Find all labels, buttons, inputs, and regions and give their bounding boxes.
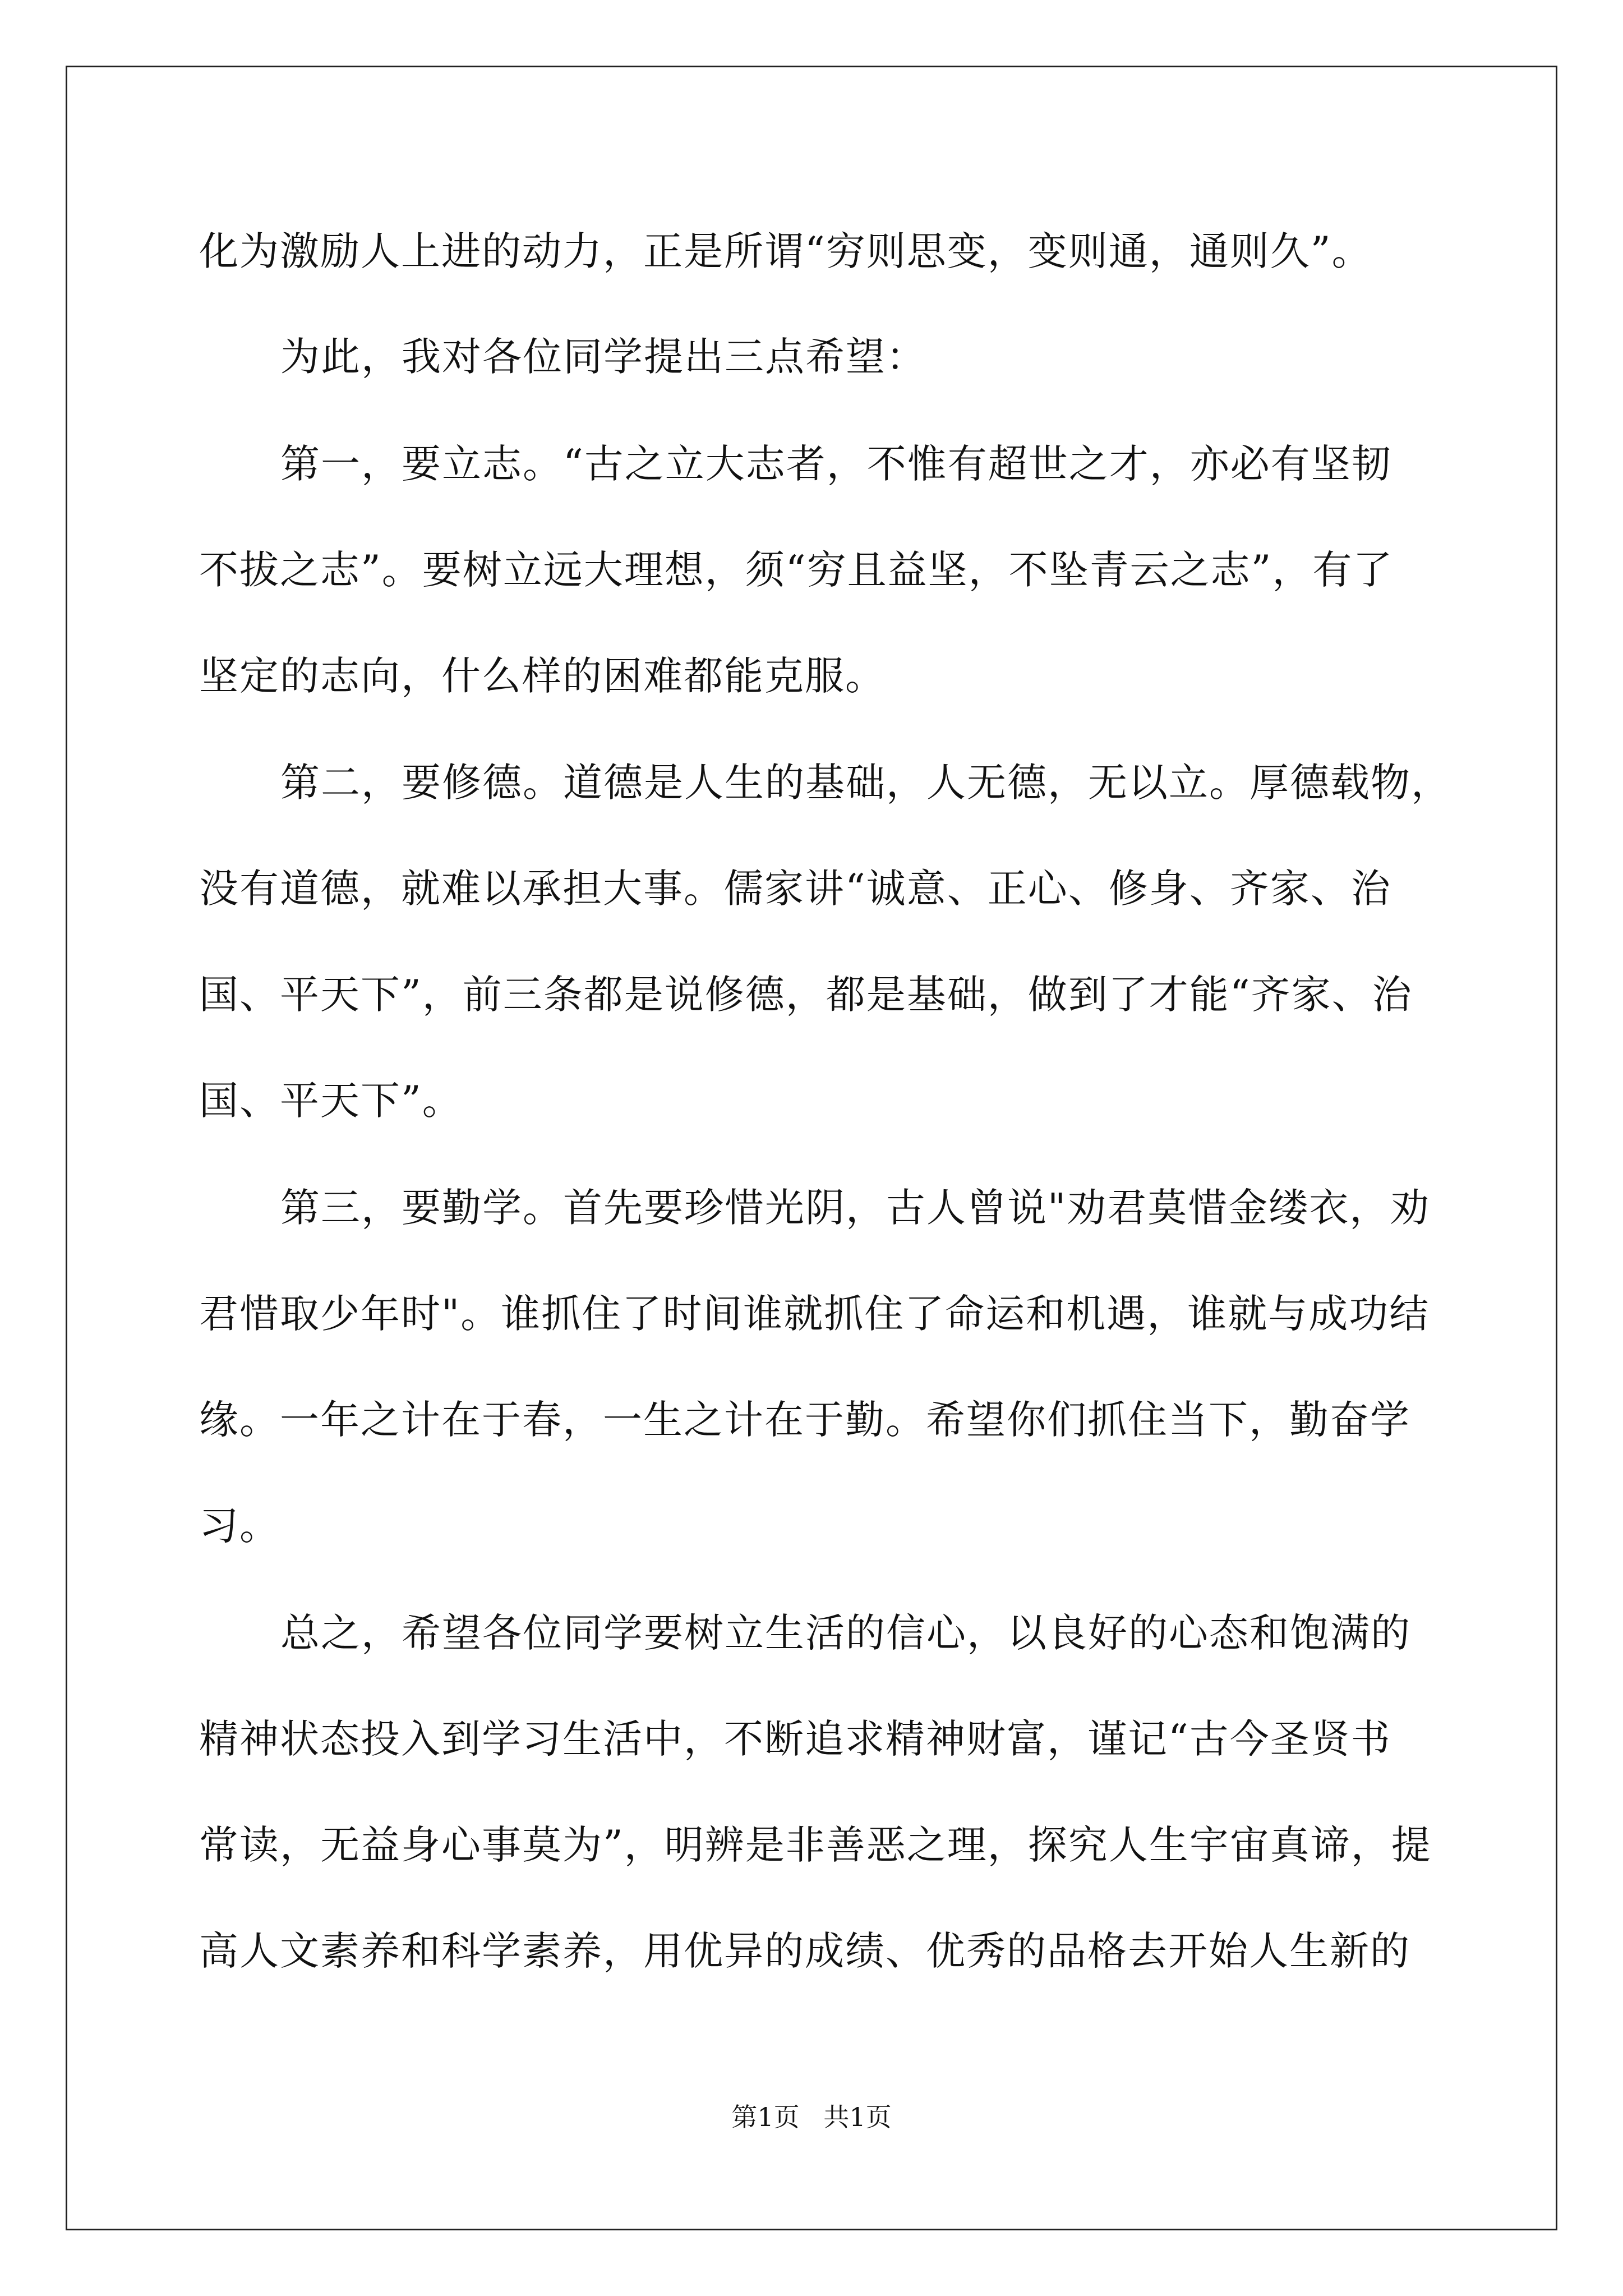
text-line: 第三，要勤学。首先要珍惜光阴，古人曾说"劝君莫惜金缕衣，劝 [280,1185,1431,1231]
text-line: 总之，希望各位同学要树立生活的信心，以良好的心态和饱满的 [280,1610,1411,1656]
text-line: 君惜取少年时"。谁抓住了时间谁就抓住了命运和机遇，谁就与成功结 [199,1291,1430,1337]
text-line: 高人文素养和科学素养，用优异的成绩、优秀的品格去开始人生新的 [199,1928,1410,1974]
page-footer [0,2100,1623,2134]
page-total: 共1页 [823,2102,892,2132]
text-line: 为此，我对各位同学提出三点希望： [280,334,926,380]
text-line: 第二，要修德。道德是人生的基础，人无德，无以立。厚德载物， [280,760,1451,806]
text-line: 国、平天下”，前三条都是说修德，都是基础，做到了才能“齐家、治 [199,972,1413,1018]
text-line: 没有道德，就难以承担大事。儒家讲“诚意、正心、修身、齐家、治 [199,866,1391,912]
text-line: 第一，要立志。“古之立大志者，不惟有超世之才，亦必有坚韧 [280,441,1392,487]
text-line: 坚定的志向，什么样的困难都能克服。 [199,653,886,699]
page-border [66,66,1557,2230]
text-line: 习。 [199,1503,280,1549]
text-line: 国、平天下”。 [199,1078,463,1124]
text-line: 缘。一年之计在于春，一生之计在于勤。希望你们抓住当下，勤奋学 [199,1397,1410,1443]
page-number: 第1页 [731,2102,800,2132]
text-line: 常读，无益身心事莫为”，明辨是非善恶之理，探究人生宇宙真谛，提 [199,1822,1432,1868]
text-line: 化为激励人上进的动力，正是所谓“穷则思变，变则通，通则久”。 [199,228,1372,274]
text-line: 不拔之志”。要树立远大理想，须“穷且益坚，不坠青云之志”，有了 [199,547,1394,593]
text-line: 精神状态投入到学习生活中，不断追求精神财富，谨记“古今圣贤书 [199,1716,1391,1762]
